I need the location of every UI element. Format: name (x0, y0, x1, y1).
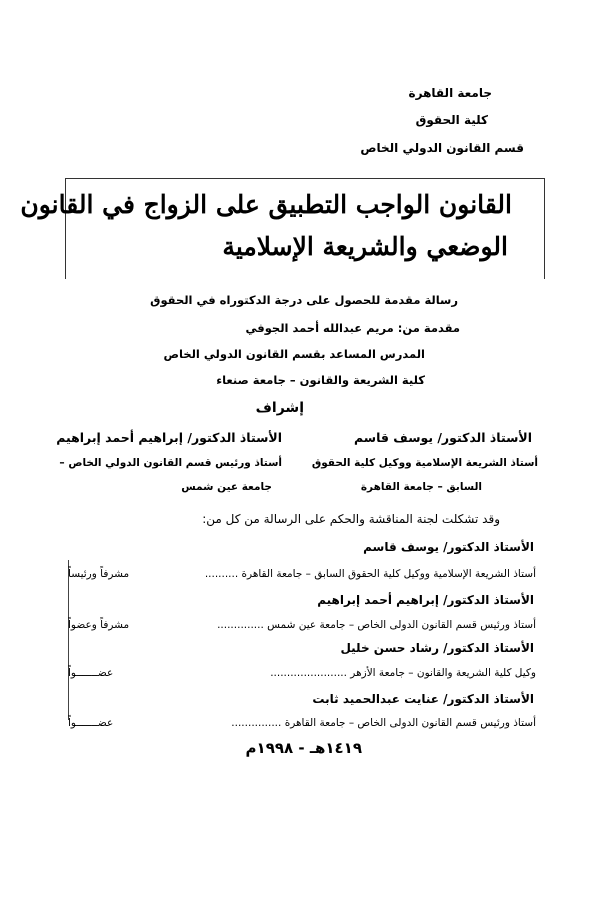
supervisor-right-name: الأستاذ الدكتور/ يوسف قاسم (353, 430, 532, 445)
department-name: قسم القانون الدولي الخاص (360, 141, 524, 155)
committee-member-name: الأستاذ الدكتور/ عنايت عبدالحميد ثابت (312, 692, 534, 706)
committee-member-role: مشرفاً وعضواً (68, 619, 130, 631)
supervisor-right-desc2: السابق – جامعة القاهرة (360, 481, 482, 493)
thesis-title-line1: القانون الواجب التطبيق على الزواج في القانون (20, 190, 512, 219)
committee-member-role: مشرفاً ورئيساً (68, 568, 130, 580)
thesis-presenter: مقدمة من: مريم عبدالله أحمد الجوفي (245, 321, 460, 335)
faculty-name: كلية الحقوق (415, 113, 488, 127)
supervision-heading: إشراف (255, 400, 304, 416)
supervisor-right-desc1: أستاذ الشريعة الإسلامية ووكيل كلية الحقوق (311, 457, 538, 469)
supervisor-left-name: الأستاذ الدكتور/ إبراهيم أحمد إبراهيم (56, 430, 282, 445)
thesis-purpose: رسالة مقدمة للحصول على درجة الدكتوراه في الحقوق (150, 293, 458, 307)
committee-member-name: الأستاذ الدكتور/ يوسف قاسم (363, 540, 534, 554)
committee-member-role: عضـــــــواً (68, 667, 114, 679)
committee-member-desc: وكيل كلية الشريعة والقانون – جامعة الأزهر ....................... (270, 667, 536, 679)
university-name: جامعة القاهرة (408, 86, 492, 100)
committee-member-name: الأستاذ الدكتور/ رشاد حسن خليل (340, 641, 534, 655)
committee-member-desc: أستاذ الشريعة الإسلامية ووكيل كلية الحقوق السابق – جامعة القاهرة .......... (204, 568, 536, 580)
committee-member-desc: أستاذ ورئيس قسم القانون الدولى الخاص – جامعة عين شمس .............. (217, 619, 536, 631)
supervisor-left-desc1: أستاذ ورئيس قسم القانون الدولي الخاص – (59, 457, 282, 469)
thesis-date: ١٤١٩هـ - ١٩٩٨م (245, 739, 362, 757)
committee-member-role: عضـــــــواً (68, 717, 114, 729)
presenter-affiliation: كلية الشريعة والقانون – جامعة صنعاء (216, 373, 425, 387)
committee-intro: وقد تشكلت لجنة المناقشة والحكم على الرسالة من كل من: (202, 512, 500, 526)
committee-member-desc: أستاذ ورئيس قسم القانون الدولى الخاص – جامعة القاهرة ............... (231, 717, 536, 729)
thesis-title-line2: الوضعي والشريعة الإسلامية (222, 232, 508, 261)
committee-member-name: الأستاذ الدكتور/ إبراهيم أحمد إبراهيم (317, 593, 534, 607)
presenter-position: المدرس المساعد بقسم القانون الدولي الخاص (163, 347, 425, 361)
supervisor-left-desc2: جامعة عين شمس (181, 481, 272, 493)
